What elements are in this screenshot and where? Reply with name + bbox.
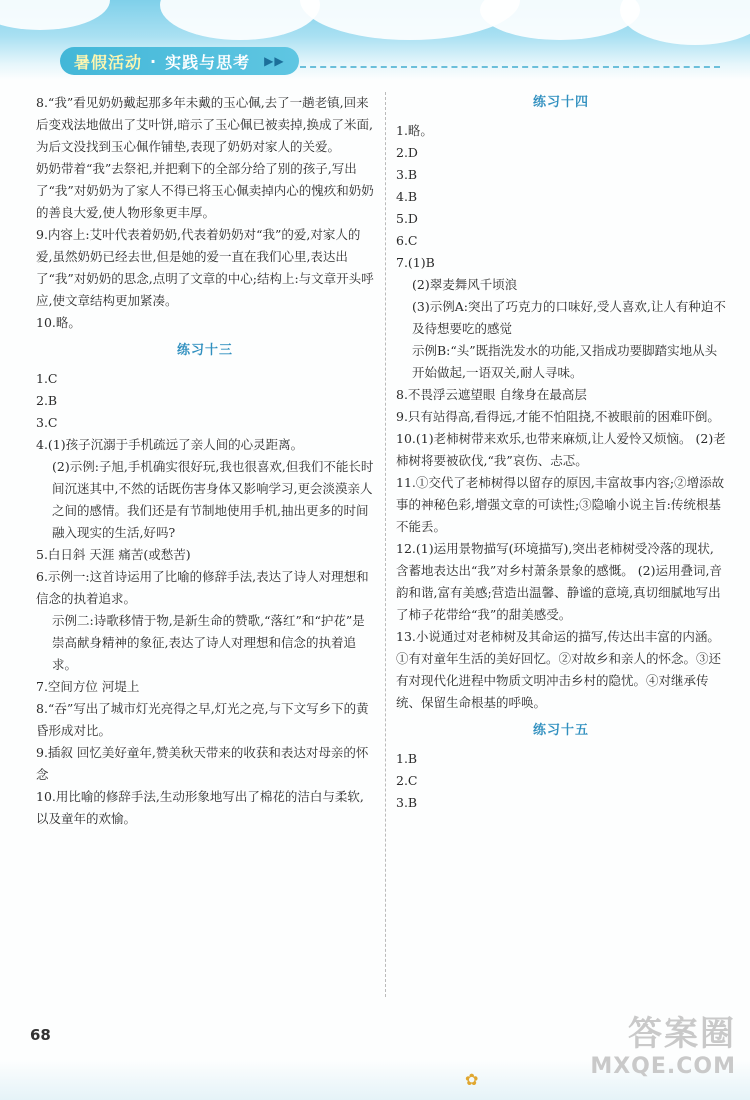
answer-item: 5.白日斜 天涯 痛苦(或愁苦)	[36, 547, 191, 562]
answer-item: 3.C	[36, 415, 58, 430]
double-arrow-icon: ▶▶	[264, 54, 285, 68]
watermark	[590, 1014, 736, 1080]
answer-item: 8.“吞”写出了城市灯光亮得之早,灯光之亮,与下文写乡下的黄昏形成对比。	[36, 701, 369, 738]
answer-item: 2.D	[396, 145, 418, 160]
answer-item: 奶奶带着“我”去祭祀,并把剩下的全部分给了别的孩子,写出了“我”对奶奶为了家人不得已将玉心佩卖掉内心的愧疚和奶奶的善良大爱,使人物形象更丰厚。	[36, 161, 374, 220]
answer-item: (2)示例:子旭,手机确实很好玩,我也很喜欢,但我们不能长时间沉迷其中,不然的话既伤害身体又影响学习,更会淡漠亲人之间的感情。我们还是有节制地使用手机,抽出更多的时间融入现实的生活,好吗?	[52, 459, 374, 540]
answer-item: 9.插叙 回忆美好童年,赞美秋天带来的收获和表达对母亲的怀念	[36, 745, 369, 782]
answer-item: 示例B:“头”既指洗发水的功能,又指成功要脚踏实地从头开始做起,一语双关,耐人寻味。	[412, 343, 718, 380]
answer-item: 7.空间方位 河堤上	[36, 679, 140, 694]
answer-item: (3)示例A:突出了巧克力的口味好,受人喜欢,让人有种迫不及待想要吃的感觉	[412, 299, 726, 336]
watermark-line-1: 答案圈	[628, 1014, 736, 1054]
answer-item: 2.C	[396, 773, 418, 788]
answer-item: 2.B	[36, 393, 58, 408]
answer-item: 10.(1)老柿树带来欢乐,也带来麻烦,让人爱怜又烦恼。 (2)老柿树将要被砍伐,“我”哀伤、忐忑。	[396, 431, 726, 468]
section-heading-14: 练习十四	[532, 95, 589, 110]
header-title	[60, 47, 299, 75]
answer-item: 7.(1)B	[396, 255, 435, 270]
answer-item: 8.不畏浮云遮望眼 自缘身在最高层	[396, 387, 587, 402]
section-heading-13: 练习十三	[176, 343, 233, 358]
title-part-b: 实践与思考	[165, 52, 251, 72]
watermark-line-2: MXQE.COM	[590, 1054, 736, 1079]
answer-item: 1.略。	[396, 123, 433, 138]
answer-item: 10.略。	[36, 315, 81, 330]
answer-item: 3.B	[396, 167, 418, 182]
answer-item: 12.(1)运用景物描写(环境描写),突出老柿树受冷落的现状,含蓄地表达出“我”对乡村萧条景象的感慨。 (2)运用叠词,音韵和谐,富有美感;营造出温馨、静谧的意境,真切细腻地写出了柿子花带给“我”的甜美感受。	[396, 541, 722, 622]
answer-item: 9.只有站得高,看得远,才能不怕阻挠,不被眼前的困难吓倒。	[396, 409, 720, 424]
flower-icon: ✿	[465, 1070, 479, 1089]
answer-item: 6.C	[396, 233, 418, 248]
answer-item: (2)翠麦舞风千顷浪	[412, 277, 518, 292]
answer-item: 10.用比喻的修辞手法,生动形象地写出了棉花的洁白与柔软,以及童年的欢愉。	[36, 789, 364, 826]
answer-item: 13.小说通过对老柿树及其命运的描写,传达出丰富的内涵。①有对童年生活的美好回忆。②对故乡和亲人的怀念。③还有对现代化进程中物质文明冲击乡村的隐忧。④对继承传统、保留生命根基的呼唤。	[396, 629, 722, 710]
answer-item: 1.B	[396, 751, 418, 766]
section-heading-15: 练习十五	[532, 723, 589, 738]
answer-item: 4.(1)孩子沉溺于手机疏远了亲人间的心灵距离。	[36, 437, 304, 452]
answer-item: 8.“我”看见奶奶戴起那多年未戴的玉心佩,去了一趟老镇,回来后变戏法地做出了艾叶饼,暗示了玉心佩已被卖掉,换成了米面,为后文没找到玉心佩作铺垫,表现了奶奶对家人的关爱。	[36, 95, 373, 154]
answer-item: 3.B	[396, 795, 418, 810]
answer-item: 示例二:诗歌移情于物,是新生命的赞歌,“落红”和“护花”是崇高献身精神的象征,表达了诗人对理想和信念的执着追求。	[52, 613, 365, 672]
answer-item: 1.C	[36, 371, 58, 386]
answer-item: 5.D	[396, 211, 418, 226]
header-dashed-rule	[300, 66, 720, 68]
title-separator: ·	[150, 51, 158, 71]
left-column	[36, 92, 374, 830]
page-number: 68	[30, 1026, 51, 1044]
title-part-a: 暑假活动	[74, 52, 143, 72]
right-column	[396, 92, 726, 814]
answer-item: 11.①交代了老柿树得以留存的原因,丰富故事内容;②增添故事的神秘色彩,增强文章的可读性;③隐喻小说主旨:传统根基不能丢。	[396, 475, 725, 534]
answer-item: 6.示例一:这首诗运用了比喻的修辞手法,表达了诗人对理想和信念的执着追求。	[36, 569, 369, 606]
answer-item: 9.内容上:艾叶代表着奶奶,代表着奶奶对“我”的爱,对家人的爱,虽然奶奶已经去世,但是她的爱一直在我们心里,表达出了“我”对奶奶的思念,点明了文章的中心;结构上:与文章开头呼应,使文章结构更加紧凑。	[36, 227, 374, 308]
answer-item: 4.B	[396, 189, 418, 204]
column-divider	[385, 92, 386, 997]
